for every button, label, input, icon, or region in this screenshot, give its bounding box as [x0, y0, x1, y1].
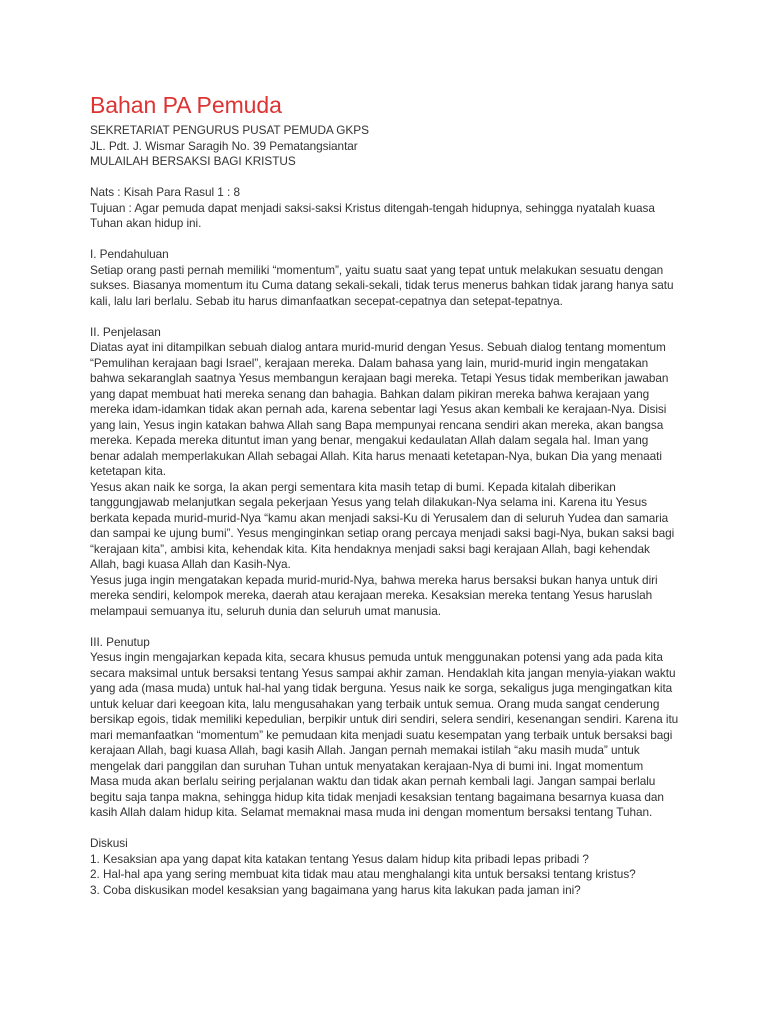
section-heading: II. Penjelasan	[90, 324, 161, 339]
header-line-organization: SEKRETARIAT PENGURUS PUSAT PEMUDA GKPS	[90, 123, 369, 137]
discussion-item: 2. Hal-hal apa yang sering membuat kita tidak mau atau menghalangi kita untuk bersaksi tentang kristus?	[90, 867, 636, 881]
document-header	[90, 123, 680, 170]
paragraph: Masa muda akan berlalu seiring perjalanan waktu dan tidak akan pernah kembali lagi. Jangan sampai berlalu begitu saja tanpa makna, sehingga hidup kita tidak menjadi kesaksian tentang bagaimana besarnya kuasa dan kasih Allah dalam hidup kita. Selamat memaknai masa muda ini dengan momentum bersaksi tentang Tuhan.	[90, 774, 664, 819]
discussion-item: 1. Kesaksian apa yang dapat kita katakan tentang Yesus dalam hidup kita pribadi lepas pribadi ?	[90, 851, 589, 866]
paragraph: Setiap orang pasti pernah memiliki “momentum”, yaitu suatu saat yang tepat untuk melakukan sesuatu dengan sukses. Biasanya momentum itu Cuma datang sekali-sekali, tidak terus menerus bahkan tidak jarang hanya satu kali, lalu lari berlalu. Sebab itu harus dimanfaatkan secepat-cepatnya dan setepat-tepatnya.	[90, 262, 674, 308]
paragraph: Diatas ayat ini ditampilkan sebuah dialog antara murid-murid dengan Yesus. Sebuah dialog tentang momentum “Pemulihan kerajaan bagi Israel”, kerajaan mereka. Dalam bahasa yang lain, murid-murid ingin mengatakan bahwa sekaranglah saatnya Yesus membangun kerajaan bagi mereka. Tetapi Yesus tidak memberikan jawaban yang dapat membuat hati mereka senang dan bahagia. Bahkan dalam pikiran mereka bahwa kerajaan yang mereka idam-idamkan tidak akan pernah ada, karena sebentar lagi Yesus akan kembali ke kerajaan-Nya. Disisi yang lain, Yesus ingin katakan bahwa Allah sang Bapa mempunyai rencana sendiri akan mereka, akan bangsa mereka. Kepada mereka dituntut iman yang benar, mengakui kedaulatan Allah dalam segala hal. Iman yang benar adalah memperlakukan Allah sebagai Allah. Kita harus menaati ketetapan-Nya, bukan Dia yang menaati ketetapan kita.	[90, 340, 669, 478]
discussion-item: 3. Coba diskusikan model kesaksian yang bagaimana yang harus kita lakukan pada jaman ini?	[90, 882, 581, 897]
spacer	[90, 170, 680, 186]
section-heading: III. Penutup	[90, 634, 150, 649]
section-heading: I. Pendahuluan	[90, 247, 169, 261]
spacer	[90, 821, 680, 837]
paragraph: Yesus ingin mengajarkan kepada kita, secara khusus pemuda untuk menggunakan potensi yang ada pada kita secara maksimal untuk bersaksi tentang Yesus sampai akhir zaman. Hendaklah kita jangan menyia-yiakan waktu yang ada (masa muda) untuk hal-hal yang tidak berguna. Yesus naik ke sorga, sekaligus juga mengingatkan kita untuk keluar dari keegoan kita, lalu mengusahakan yang terbaik untuk semua. Orang muda sangat cenderung bersikap egois, tidak memiliki kepedulian, berpikir untuk diri sendiri, selera sendiri, kesenangan sendiri. Karena itu mari memanfaatkan “momentum” ke pemudaan kita menjadi suatu kesempatan yang terbaik untuk bersaksi bagi kerajaan Allah, bagi kuasa Allah, bagi kasih Allah. Jangan pernah memakai istilah “aku masih muda” untuk mengelak dari panggilan dan suruhan Tuhan untuk menyatakan kerajaan-Nya di bumi ini. Ingat momentum	[90, 650, 679, 773]
paragraph: Yesus akan naik ke sorga, Ia akan pergi sementara kita masih tetap di bumi. Kepada kitalah diberikan tanggungjawab melanjutkan segala pekerjaan Yesus yang telah dilakukan-Nya selama ini. Karena itu Yesus berkata kepada murid-murid-Nya “kamu akan menjadi saksi-Ku di Yerusalem dan di seluruh Yudea dan samaria dan sampai ke ujung bumi”. Yesus menginginkan setiap orang percaya menjadi saksi bagi-Nya, bukan saksi bagi “kerajaan kita”, ambisi kita, kehendak kita. Kita hendaknya menjadi saksi bagi kerajaan Allah, bagi kehendak Allah, bagi kuasa Allah dan Kasih-Nya.	[90, 479, 675, 571]
header-line-address: JL. Pdt. J. Wismar Saragih No. 39 Pematangsiantar	[90, 138, 358, 153]
paragraph: Yesus juga ingin mengatakan kepada murid-murid-Nya, bahwa mereka harus bersaksi bukan hanya untuk diri mereka sendiri, kelompok mereka, daerah atau kerajaan mereka. Kesaksian mereka tentang Yesus haruslah melampaui semuanya itu, seluruh dunia dan seluruh umat manusia.	[90, 572, 658, 618]
nats-line: Nats : Kisah Para Rasul 1 : 8	[90, 185, 241, 199]
section-diskusi	[90, 836, 680, 898]
document-page	[90, 90, 680, 898]
header-line-theme: MULAILAH BERSAKSI BAGI KRISTUS	[90, 154, 296, 168]
section-penjelasan	[90, 325, 680, 620]
spacer	[90, 232, 680, 248]
section-pendahuluan	[90, 247, 680, 309]
spacer	[90, 309, 680, 325]
section-heading: Diskusi	[90, 836, 128, 850]
spacer	[90, 619, 680, 635]
document-title: Bahan PA Pemuda	[90, 92, 282, 118]
section-penutup	[90, 635, 680, 821]
tujuan-line: Tujuan : Agar pemuda dapat menjadi saksi-saksi Kristus ditengah-tengah hidupnya, sehingga nyatalah kuasa Tuhan akan hidup ini.	[90, 200, 655, 230]
